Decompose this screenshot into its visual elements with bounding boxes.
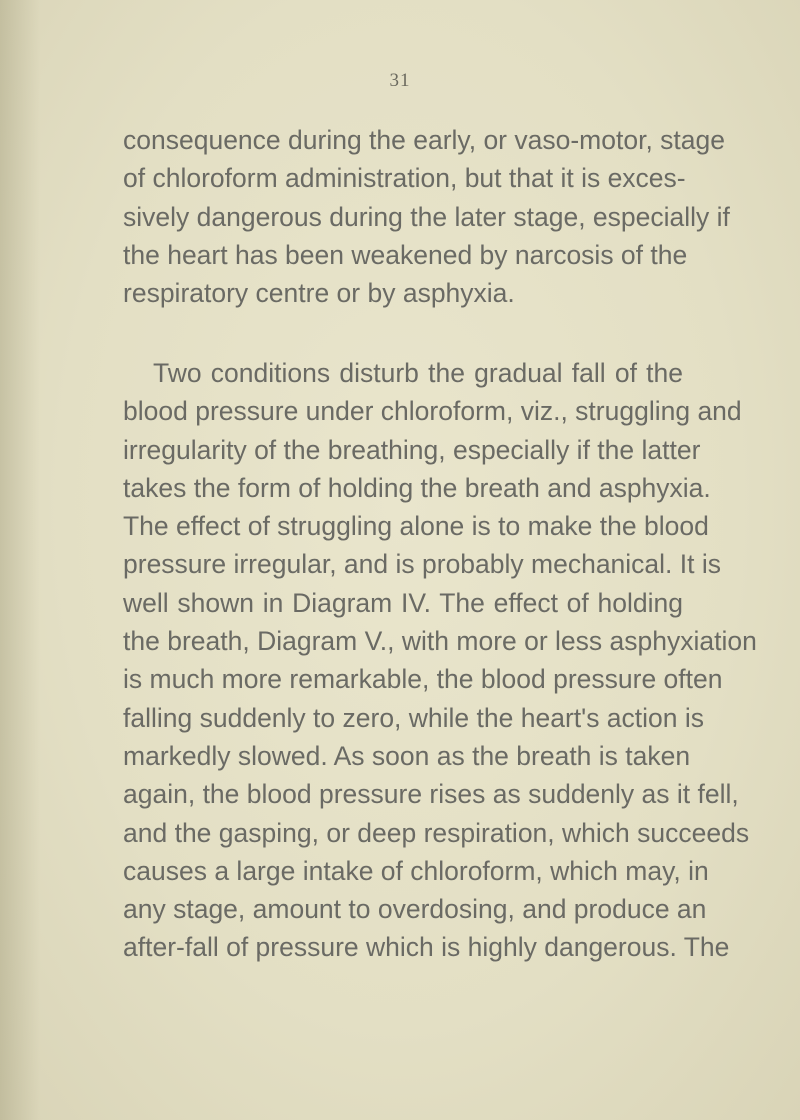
page-edge-shadow <box>0 0 40 1120</box>
text-line: the breath, Diagram V., with more or less asphyxiation <box>123 626 757 657</box>
text-line: pressure irregular, and is probably mechanical. It is <box>123 549 722 580</box>
text-line: and the gasping, or deep respiration, which succeeds <box>123 817 750 848</box>
text-line: causes a large intake of chloroform, which may, in <box>123 855 709 886</box>
page-number: 31 <box>389 70 411 91</box>
text-line: blood pressure under chloroform, viz., struggling and <box>123 396 742 427</box>
text-line: The effect of struggling alone is to make the blood <box>123 511 709 542</box>
paragraph-2 <box>123 354 757 967</box>
text-line: irregularity of the breathing, especially if the latter <box>123 434 701 465</box>
text-line: falling suddenly to zero, while the heart's action is <box>123 702 705 733</box>
text-line: markedly slowed. As soon as the breath is taken <box>123 740 691 771</box>
text-line: any stage, amount to overdosing, and produce an <box>123 894 707 925</box>
text-line: after-fall of pressure which is highly dangerous. The <box>123 932 730 963</box>
paragraph-1 <box>123 121 730 312</box>
text-line: respiratory centre or by asphyxia. <box>123 278 515 309</box>
text-line: of chloroform administration, but that it is exces- <box>123 163 686 194</box>
text-line: consequence during the early, or vaso-motor, stage <box>123 125 725 155</box>
text-line: well shown in Diagram IV. The effect of holding <box>123 587 683 618</box>
text-line: is much more remarkable, the blood pressure often <box>123 664 723 695</box>
text-line: the heart has been weakened by narcosis of the <box>123 239 688 270</box>
text-line: again, the blood pressure rises as suddenly as it fell, <box>123 779 739 810</box>
text-line: sively dangerous during the later stage, especially if <box>123 201 730 232</box>
text-line: Two conditions disturb the gradual fall of the <box>153 358 683 388</box>
text-line: takes the form of holding the breath and asphyxia. <box>123 472 711 503</box>
